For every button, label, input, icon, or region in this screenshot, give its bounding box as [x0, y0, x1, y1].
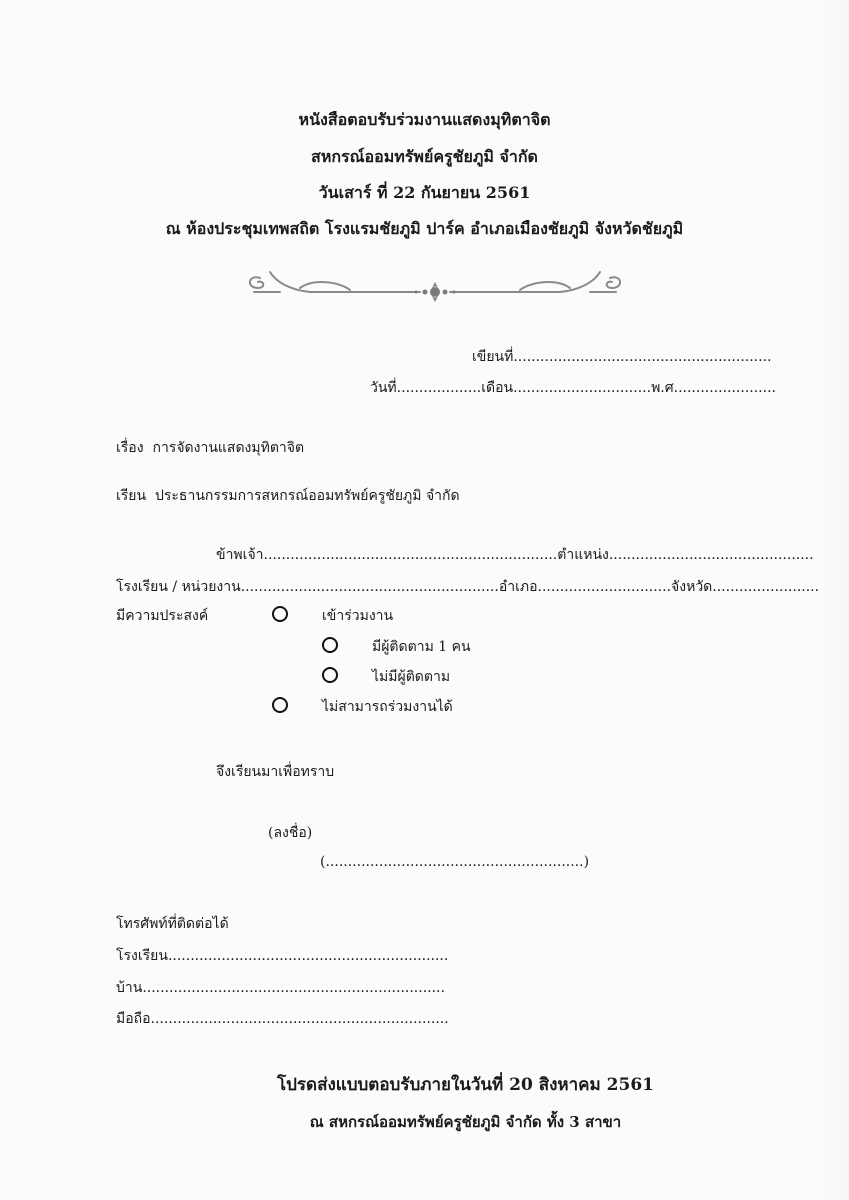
district-field[interactable]: ..............................: [537, 579, 672, 595]
without-follower-radio[interactable]: [322, 667, 338, 683]
district-label: อำเภอ: [498, 579, 538, 595]
contact-school-field[interactable]: ...............................................................: [167, 948, 449, 964]
province-field[interactable]: ........................: [712, 579, 820, 595]
footer-deadline: โปรดส่งแบบตอบรับภายในวันที่ 20 สิงหาคม 2561: [276, 1075, 654, 1095]
subject-label: เรื่อง: [116, 440, 144, 456]
with-follower-radio[interactable]: [322, 637, 338, 653]
not-attend-radio[interactable]: [272, 697, 288, 713]
date-label: วันที่: [370, 380, 397, 396]
school-label: โรงเรียน / หน่วยงาน: [116, 579, 241, 595]
written-at-label: เขียนที่: [472, 349, 514, 365]
header-venue: ณ ห้องประชุมเทพสถิต โรงแรมชัยภูมิ ปาร์ค อำเภอเมืองชัยภูมิ จังหวัดชัยภูมิ: [165, 219, 684, 238]
recipient-text: ประธานกรรมการสหกรณ์ออมทรัพย์ครูชัยภูมิ จำกัด: [154, 488, 460, 504]
subject-text: การจัดงานแสดงมุทิตาจิต: [152, 440, 305, 456]
with-follower-option-label: มีผู้ติดตาม 1 คน: [372, 639, 471, 655]
position-label: ตำแหน่ง: [557, 547, 609, 563]
recipient-line: [116, 485, 460, 507]
contact-school-line: [116, 945, 448, 967]
name-label: ข้าพเจ้า: [216, 547, 264, 563]
signature-name-field[interactable]: (..........................................................): [320, 854, 590, 870]
contact-home-line: [116, 977, 445, 999]
name-position-line: [216, 544, 814, 566]
not-attend-option-label: ไม่สามารถร่วมงานได้: [322, 699, 453, 715]
attend-radio[interactable]: [272, 606, 288, 622]
month-field[interactable]: ...............................: [513, 380, 652, 396]
recipient-label: เรียน: [116, 488, 147, 504]
year-label: พ.ศ.: [651, 380, 679, 396]
contact-title: โทรศัพท์ที่ติดต่อได้: [116, 916, 229, 932]
position-field[interactable]: ..............................................: [608, 547, 814, 563]
school-district-line: [116, 576, 819, 598]
date-line: [370, 377, 776, 399]
subject-line: [116, 437, 304, 459]
ornament-divider-icon: [240, 262, 630, 306]
attend-option-label: เข้าร่วมงาน: [322, 608, 394, 624]
contact-school-label: โรงเรียน: [116, 948, 168, 964]
contact-home-field[interactable]: ....................................................................: [142, 980, 445, 996]
closing-text: จึงเรียนมาเพื่อทราบ: [216, 764, 335, 780]
signature-label: (ลงชื่อ): [268, 825, 313, 841]
without-follower-option-label: ไม่มีผู้ติดตาม: [372, 669, 451, 685]
header-organization: สหกรณ์ออมทรัพย์ครูชัยภูมิ จำกัด: [311, 147, 538, 166]
school-field[interactable]: ..........................................................: [240, 579, 499, 595]
year-field[interactable]: ......................: [678, 380, 776, 396]
header-date: วันเสาร์ ที่ 22 กันยายน 2561: [318, 183, 531, 202]
header-title: หนังสือตอบรับร่วมงานแสดงมุทิตาจิต: [298, 110, 551, 129]
page-edge-shadow: [819, 0, 849, 1200]
contact-mobile-label: มือถือ: [116, 1011, 151, 1027]
intent-label: มีความประสงค์: [116, 608, 209, 624]
written-at-field[interactable]: ..........................................................: [513, 349, 772, 365]
name-field[interactable]: ..................................................................: [263, 547, 558, 563]
date-field[interactable]: ...................: [396, 380, 482, 396]
written-at-line: [472, 346, 771, 368]
contact-mobile-line: [116, 1008, 449, 1030]
contact-mobile-field[interactable]: ...................................................................: [150, 1011, 449, 1027]
contact-home-label: บ้าน: [116, 980, 143, 996]
month-label: เดือน: [481, 380, 514, 396]
footer-branches: ณ สหกรณ์ออมทรัพย์ครูชัยภูมิ จำกัด ทั้ง 3 สาขา: [309, 1113, 622, 1131]
province-label: จังหวัด: [671, 579, 713, 595]
